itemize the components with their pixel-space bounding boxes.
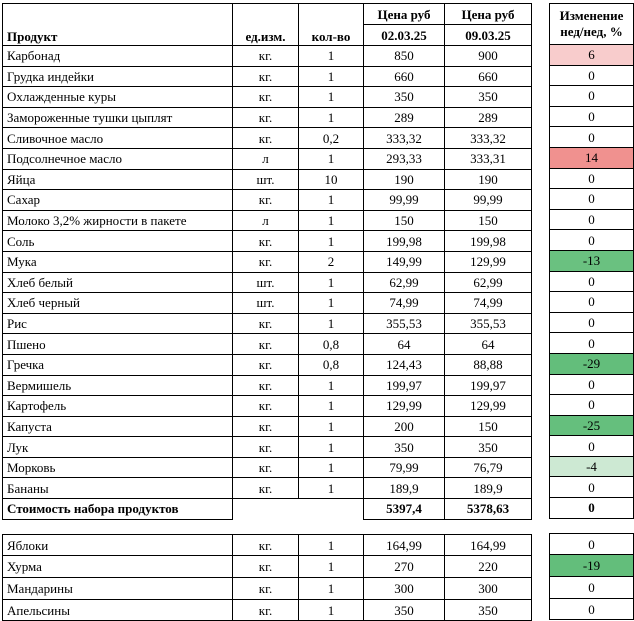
change-header-line2: нед/нед, %: [560, 24, 623, 39]
table-row: [3, 190, 532, 211]
product-price-1: 189,9: [364, 478, 445, 499]
product-price-1: 79,99: [364, 457, 445, 478]
product-price-1: 149,99: [364, 251, 445, 272]
product-qty: 0,2: [299, 128, 364, 149]
products-table-body: [3, 46, 532, 499]
change-value: -29: [550, 353, 634, 374]
table-row: [3, 293, 532, 314]
product-price-2: 333,31: [445, 148, 532, 169]
product-name: Соль: [3, 231, 233, 252]
product-price-1: 129,99: [364, 396, 445, 417]
change-row: [550, 250, 634, 271]
change-row: [550, 477, 634, 498]
product-price-1: 270: [364, 556, 445, 578]
change-row: [550, 436, 634, 457]
fruits-change-table-body: [550, 533, 634, 620]
product-unit: кг.: [233, 437, 299, 458]
product-price-1: 64: [364, 334, 445, 355]
column-header-date-2: 09.03.25: [445, 25, 532, 46]
product-unit: кг.: [233, 396, 299, 417]
change-row: [550, 312, 634, 333]
change-row: [550, 598, 634, 620]
product-price-2: 64: [445, 334, 532, 355]
product-price-2: 74,99: [445, 293, 532, 314]
change-value: 0: [550, 106, 634, 127]
product-price-1: 350: [364, 87, 445, 108]
product-name: Вермишель: [3, 375, 233, 396]
product-qty: 1: [299, 87, 364, 108]
product-price-1: 199,97: [364, 375, 445, 396]
product-name: Сливочное масло: [3, 128, 233, 149]
change-row: [550, 292, 634, 313]
product-name: Лук: [3, 437, 233, 458]
product-price-2: 129,99: [445, 396, 532, 417]
table-row: [3, 578, 532, 600]
product-unit: кг.: [233, 556, 299, 578]
change-value: 0: [550, 395, 634, 416]
table-row: [3, 46, 532, 67]
table-row: [3, 354, 532, 375]
change-value: 0: [550, 312, 634, 333]
change-value: 0: [550, 374, 634, 395]
product-price-1: 74,99: [364, 293, 445, 314]
change-row: [550, 189, 634, 210]
product-qty: 1: [299, 148, 364, 169]
product-name: Мука: [3, 251, 233, 272]
change-row: [550, 353, 634, 374]
table-row: [3, 128, 532, 149]
product-price-1: 124,43: [364, 354, 445, 375]
total-row: [3, 499, 532, 520]
change-value: -4: [550, 456, 634, 477]
product-qty: 1: [299, 478, 364, 499]
table-row: [3, 334, 532, 355]
total-price-2: 5378,63: [445, 499, 532, 520]
change-value: 6: [550, 45, 634, 66]
table-row: [3, 396, 532, 417]
product-price-2: 190: [445, 169, 532, 190]
product-qty: 1: [299, 534, 364, 556]
change-table: [549, 3, 634, 519]
product-price-1: 62,99: [364, 272, 445, 293]
product-price-1: 190: [364, 169, 445, 190]
change-row: [550, 230, 634, 251]
product-price-1: 350: [364, 437, 445, 458]
product-price-2: 900: [445, 46, 532, 67]
product-qty: 1: [299, 190, 364, 211]
change-value: 0: [550, 477, 634, 498]
change-value: 0: [550, 598, 634, 620]
product-name: Пшено: [3, 334, 233, 355]
product-qty: 1: [299, 556, 364, 578]
table-row: [3, 437, 532, 458]
product-qty: 1: [299, 107, 364, 128]
product-price-1: 300: [364, 578, 445, 600]
product-name: Замороженные тушки цыплят: [3, 107, 233, 128]
product-unit: кг.: [233, 87, 299, 108]
product-unit: кг.: [233, 334, 299, 355]
change-value: 0: [550, 230, 634, 251]
product-price-1: 99,99: [364, 190, 445, 211]
change-value: 0: [550, 292, 634, 313]
product-price-2: 350: [445, 87, 532, 108]
product-price-1: 199,98: [364, 231, 445, 252]
product-qty: 1: [299, 457, 364, 478]
change-value: 0: [550, 271, 634, 292]
table-row: [3, 169, 532, 190]
change-row: [550, 456, 634, 477]
product-name: Яйца: [3, 169, 233, 190]
product-unit: кг.: [233, 478, 299, 499]
product-unit: кг.: [233, 457, 299, 478]
table-row: [3, 87, 532, 108]
column-header-price-label-1: Цена руб: [364, 4, 445, 25]
change-value: 0: [550, 209, 634, 230]
fruits-table: [2, 534, 532, 621]
product-unit: кг.: [233, 251, 299, 272]
product-price-2: 150: [445, 210, 532, 231]
product-unit: кг.: [233, 66, 299, 87]
change-total-row: [550, 498, 634, 519]
product-unit: кг.: [233, 231, 299, 252]
product-name: Грудка индейки: [3, 66, 233, 87]
right-column: [549, 3, 634, 620]
change-row: [550, 533, 634, 555]
product-name: Хурма: [3, 556, 233, 578]
change-value: 0: [550, 168, 634, 189]
product-price-2: 355,53: [445, 313, 532, 334]
column-header-change: [550, 4, 634, 45]
product-qty: 1: [299, 231, 364, 252]
product-unit: кг.: [233, 599, 299, 621]
product-price-1: 350: [364, 599, 445, 621]
product-price-2: 129,99: [445, 251, 532, 272]
change-value: 14: [550, 147, 634, 168]
product-price-2: 289: [445, 107, 532, 128]
table-row: [3, 66, 532, 87]
product-name: Карбонад: [3, 46, 233, 67]
product-price-2: 199,98: [445, 231, 532, 252]
change-row: [550, 271, 634, 292]
table-row: [3, 457, 532, 478]
product-price-1: 293,33: [364, 148, 445, 169]
product-unit: кг.: [233, 128, 299, 149]
product-name: Молоко 3,2% жирности в пакете: [3, 210, 233, 231]
table-row: [3, 416, 532, 437]
product-name: Охлажденные куры: [3, 87, 233, 108]
product-qty: 1: [299, 396, 364, 417]
product-name: Подсолнечное масло: [3, 148, 233, 169]
product-name: Гречка: [3, 354, 233, 375]
change-value: 0: [550, 86, 634, 107]
table-row: [3, 599, 532, 621]
change-row: [550, 577, 634, 599]
product-unit: кг.: [233, 190, 299, 211]
table-row: [3, 534, 532, 556]
change-value: 0: [550, 436, 634, 457]
total-row-spacer: [233, 499, 364, 520]
product-unit: кг.: [233, 107, 299, 128]
product-unit: шт.: [233, 293, 299, 314]
product-price-1: 164,99: [364, 534, 445, 556]
change-row: [550, 45, 634, 66]
product-unit: л: [233, 210, 299, 231]
product-unit: кг.: [233, 46, 299, 67]
change-row: [550, 415, 634, 436]
product-qty: 1: [299, 313, 364, 334]
product-price-2: 62,99: [445, 272, 532, 293]
product-name: Хлеб белый: [3, 272, 233, 293]
product-qty: 1: [299, 599, 364, 621]
product-name: Морковь: [3, 457, 233, 478]
change-row: [550, 333, 634, 354]
product-qty: 1: [299, 293, 364, 314]
product-name: Хлеб черный: [3, 293, 233, 314]
table-row: [3, 556, 532, 578]
product-name: Картофель: [3, 396, 233, 417]
product-unit: кг.: [233, 416, 299, 437]
product-name: Апельсины: [3, 599, 233, 621]
change-row: [550, 127, 634, 148]
left-column: [2, 3, 532, 621]
product-qty: 2: [299, 251, 364, 272]
change-table-body: [550, 45, 634, 498]
table-row: [3, 107, 532, 128]
product-price-1: 150: [364, 210, 445, 231]
change-row: [550, 395, 634, 416]
product-qty: 10: [299, 169, 364, 190]
change-row: [550, 86, 634, 107]
product-unit: кг.: [233, 578, 299, 600]
product-qty: 1: [299, 578, 364, 600]
product-qty: 1: [299, 416, 364, 437]
product-name: Яблоки: [3, 534, 233, 556]
product-price-1: 850: [364, 46, 445, 67]
product-unit: кг.: [233, 313, 299, 334]
product-price-2: 199,97: [445, 375, 532, 396]
change-row: [550, 106, 634, 127]
table-row: [3, 478, 532, 499]
change-value: -19: [550, 555, 634, 577]
product-price-2: 300: [445, 578, 532, 600]
products-table-header: [3, 4, 532, 46]
change-row: [550, 209, 634, 230]
change-value: 0: [550, 333, 634, 354]
product-price-2: 350: [445, 599, 532, 621]
product-price-2: 189,9: [445, 478, 532, 499]
change-row: [550, 555, 634, 577]
product-qty: 0,8: [299, 354, 364, 375]
product-qty: 1: [299, 210, 364, 231]
product-price-1: 289: [364, 107, 445, 128]
fruits-change-table: [549, 533, 634, 621]
product-qty: 1: [299, 46, 364, 67]
product-name: Мандарины: [3, 578, 233, 600]
change-row: [550, 168, 634, 189]
product-qty: 1: [299, 375, 364, 396]
column-header-qty: кол-во: [299, 4, 364, 46]
product-name: Рис: [3, 313, 233, 334]
product-price-2: 164,99: [445, 534, 532, 556]
table-row: [3, 210, 532, 231]
product-unit: шт.: [233, 272, 299, 293]
total-change-value: 0: [550, 498, 634, 519]
products-table: [2, 3, 532, 520]
change-value: 0: [550, 189, 634, 210]
total-price-1: 5397,4: [364, 499, 445, 520]
column-header-date-1: 02.03.25: [364, 25, 445, 46]
table-row: [3, 313, 532, 334]
product-unit: кг.: [233, 534, 299, 556]
product-price-2: 350: [445, 437, 532, 458]
change-row: [550, 147, 634, 168]
change-value: -25: [550, 415, 634, 436]
product-price-2: 88,88: [445, 354, 532, 375]
change-header-line1: Изменение: [559, 7, 624, 23]
fruits-table-body: [3, 534, 532, 621]
product-name: Сахар: [3, 190, 233, 211]
product-price-1: 660: [364, 66, 445, 87]
change-row: [550, 374, 634, 395]
product-qty: 1: [299, 66, 364, 87]
change-value: -13: [550, 250, 634, 271]
change-row: [550, 65, 634, 86]
product-price-2: 76,79: [445, 457, 532, 478]
product-price-2: 220: [445, 556, 532, 578]
total-row-label: Стоимость набора продуктов: [3, 499, 233, 520]
product-qty: 1: [299, 272, 364, 293]
product-price-1: 200: [364, 416, 445, 437]
column-header-product: Продукт: [3, 4, 233, 46]
product-price-2: 333,32: [445, 128, 532, 149]
product-unit: шт.: [233, 169, 299, 190]
change-value: 0: [550, 65, 634, 86]
change-value: 0: [550, 127, 634, 148]
table-row: [3, 272, 532, 293]
product-price-1: 333,32: [364, 128, 445, 149]
table-row: [3, 231, 532, 252]
product-name: Бананы: [3, 478, 233, 499]
product-unit: кг.: [233, 375, 299, 396]
product-unit: л: [233, 148, 299, 169]
column-header-price-label-2: Цена руб: [445, 4, 532, 25]
change-value: 0: [550, 577, 634, 599]
product-name: Капуста: [3, 416, 233, 437]
product-unit: кг.: [233, 354, 299, 375]
product-price-2: 150: [445, 416, 532, 437]
table-row: [3, 375, 532, 396]
table-row: [3, 251, 532, 272]
product-price-1: 355,53: [364, 313, 445, 334]
table-row: [3, 148, 532, 169]
product-qty: 1: [299, 437, 364, 458]
column-header-unit: ед.изм.: [233, 4, 299, 46]
change-value: 0: [550, 533, 634, 555]
product-qty: 0,8: [299, 334, 364, 355]
product-price-2: 99,99: [445, 190, 532, 211]
product-price-2: 660: [445, 66, 532, 87]
